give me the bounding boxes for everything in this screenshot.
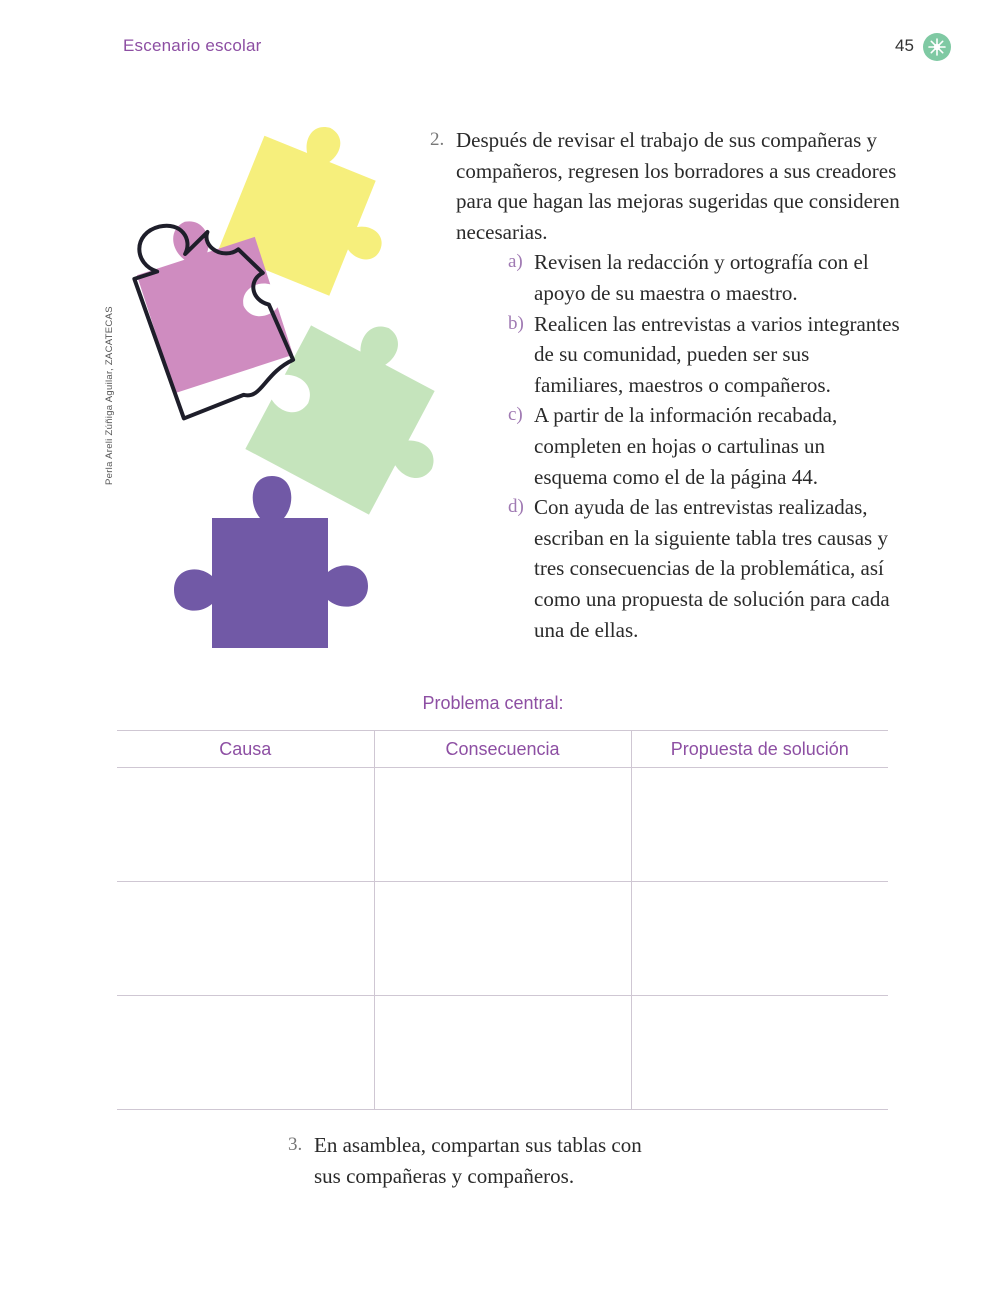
table-cell[interactable] bbox=[631, 882, 888, 996]
image-credit: Perla Areli Zúñiga Aguilar, ZACATECAS bbox=[104, 306, 115, 485]
item-number: 2. bbox=[430, 129, 445, 150]
subitem-c bbox=[508, 400, 900, 492]
item-text: Después de revisar el trabajo de sus compañeras y compañeros, regresen los borradores a sus creadores para que hagan las mejoras sugeridas que consideren necesarias. bbox=[456, 128, 900, 244]
table-cell[interactable] bbox=[117, 996, 374, 1110]
subitem-text: Realicen las entrevistas a varios integrantes de su comunidad, pueden ser sus familiares, maestros o compañeros. bbox=[534, 311, 900, 397]
table-row bbox=[117, 882, 888, 996]
table-cell[interactable] bbox=[374, 996, 631, 1110]
subitem-text: Revisen la redacción y ortografía con el apoyo de su maestra o maestro. bbox=[534, 250, 869, 305]
subitem-a bbox=[508, 247, 900, 308]
subitem-text: A partir de la información recabada, completen en hojas o cartulinas un esquema como el de la página 44. bbox=[534, 403, 838, 489]
column-header-causa: Causa bbox=[117, 731, 374, 768]
table-cell[interactable] bbox=[374, 768, 631, 882]
table-cell[interactable] bbox=[117, 882, 374, 996]
item-number: 3. bbox=[288, 1134, 303, 1155]
table-cell[interactable] bbox=[117, 768, 374, 882]
table-row bbox=[117, 996, 888, 1110]
purple-puzzle-piece bbox=[174, 476, 368, 648]
subitem-letter: a) bbox=[508, 251, 523, 273]
subitem-letter: b) bbox=[508, 312, 524, 334]
table-cell[interactable] bbox=[631, 996, 888, 1110]
instruction-item-3 bbox=[288, 1130, 668, 1191]
subitem-letter: d) bbox=[508, 496, 524, 518]
subitem-letter: c) bbox=[508, 404, 523, 426]
subitem-d bbox=[508, 492, 900, 645]
column-header-consecuencia: Consecuencia bbox=[374, 731, 631, 768]
table-row bbox=[117, 768, 888, 882]
section-title: Escenario escolar bbox=[123, 36, 262, 55]
subitem-b bbox=[508, 309, 900, 401]
page-badge-icon bbox=[923, 33, 951, 61]
instruction-item-2 bbox=[430, 125, 900, 247]
puzzle-pieces-illustration bbox=[120, 120, 460, 660]
instructions-block bbox=[430, 125, 900, 645]
table-title: Problema central: bbox=[422, 693, 564, 713]
table-cell[interactable] bbox=[631, 768, 888, 882]
column-header-propuesta: Propuesta de solución bbox=[631, 731, 888, 768]
problem-table bbox=[117, 730, 888, 1110]
subitem-text: Con ayuda de las entrevistas realizadas, escriban en la siguiente tabla tres causas y tres consecuencias de la problemática, así como una propuesta de solución para cada una de ellas. bbox=[534, 495, 890, 642]
page-number: 45 bbox=[895, 36, 914, 55]
table-cell[interactable] bbox=[374, 882, 631, 996]
item-text: En asamblea, compartan sus tablas con sus compañeras y compañeros. bbox=[314, 1133, 642, 1188]
